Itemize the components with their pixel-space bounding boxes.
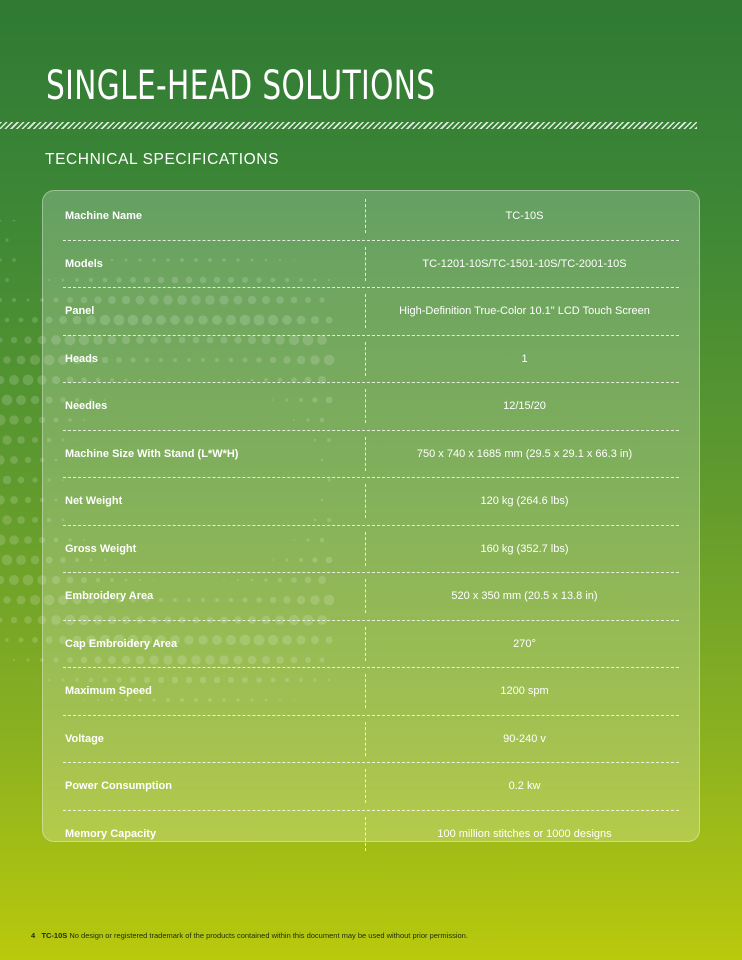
- halftone-dot: [0, 376, 4, 385]
- halftone-dot: [32, 317, 38, 323]
- halftone-dot: [32, 437, 38, 443]
- halftone-dot: [13, 220, 16, 222]
- spec-value: 12/15/20: [503, 400, 546, 413]
- halftone-dot: [3, 476, 12, 485]
- spec-row: [63, 763, 679, 811]
- halftone-dot: [30, 595, 40, 605]
- halftone-dot: [9, 575, 19, 585]
- spec-row: [63, 526, 679, 574]
- spec-label: Memory Capacity: [63, 817, 366, 851]
- spec-row: [63, 573, 679, 621]
- spec-label: Panel: [63, 294, 366, 328]
- spec-value: 100 million stitches or 1000 designs: [437, 827, 612, 840]
- halftone-dot: [30, 355, 40, 365]
- halftone-dot: [0, 455, 5, 465]
- halftone-dot: [9, 415, 18, 424]
- halftone-dot: [17, 596, 26, 605]
- spec-value: TC-10S: [505, 210, 544, 223]
- spec-value: 1200 spm: [500, 685, 549, 698]
- spec-label: Models: [63, 247, 366, 281]
- halftone-dot: [0, 576, 4, 585]
- spec-value: 520 x 350 mm (20.5 x 13.8 in): [451, 590, 598, 603]
- spec-label: Power Consumption: [63, 769, 366, 803]
- spec-row: [63, 811, 679, 858]
- spec-value: High-Definition True-Color 10.1" LCD Touch Screen: [399, 305, 650, 318]
- halftone-dot: [10, 496, 18, 504]
- spec-row: [63, 193, 679, 241]
- halftone-dot: [18, 477, 25, 484]
- page-number: 4: [31, 931, 36, 940]
- halftone-dot: [11, 617, 17, 623]
- halftone-dot: [12, 298, 16, 302]
- halftone-dot: [0, 495, 5, 505]
- halftone-dot: [19, 638, 24, 643]
- halftone-dot: [16, 395, 26, 405]
- spec-value: 120 kg (264.6 lbs): [480, 495, 569, 508]
- page-footer: [31, 931, 468, 940]
- halftone-dot: [26, 298, 29, 301]
- halftone-dot: [0, 337, 3, 342]
- halftone-dot: [32, 637, 38, 643]
- halftone-dot: [32, 517, 38, 523]
- halftone-dot: [9, 535, 18, 544]
- halftone-dot: [5, 318, 10, 323]
- halftone-dot: [32, 477, 37, 482]
- halftone-dot: [25, 457, 31, 463]
- spec-row: [63, 716, 679, 764]
- halftone-dot: [25, 497, 31, 503]
- spec-table: [42, 190, 700, 842]
- halftone-dot: [31, 396, 39, 404]
- halftone-dot: [13, 659, 15, 661]
- halftone-dot: [3, 596, 11, 604]
- halftone-dot: [17, 516, 25, 524]
- halftone-dot: [24, 616, 32, 624]
- halftone-dot: [0, 535, 5, 546]
- halftone-dot: [3, 356, 11, 364]
- halftone-dot: [0, 415, 5, 426]
- spec-row: [63, 383, 679, 431]
- halftone-dot: [2, 435, 11, 444]
- halftone-dot: [26, 658, 29, 661]
- spec-row: [63, 431, 679, 479]
- halftone-dot: [16, 555, 26, 565]
- halftone-dot: [2, 555, 13, 566]
- spec-label: Machine Name: [63, 199, 366, 233]
- halftone-dot: [23, 375, 34, 386]
- halftone-dot: [2, 515, 11, 524]
- halftone-dot: [17, 436, 25, 444]
- spec-row: [63, 668, 679, 716]
- spec-value: 270°: [513, 637, 536, 650]
- footer-model: TC-10S: [41, 931, 68, 940]
- halftone-dot: [24, 536, 32, 544]
- halftone-dot: [0, 258, 2, 262]
- spec-row: [63, 288, 679, 336]
- spec-label: Heads: [63, 342, 366, 376]
- halftone-dot: [19, 318, 24, 323]
- spec-label: Machine Size With Stand (L*W*H): [63, 437, 366, 471]
- spec-value: 90-240 v: [503, 732, 546, 745]
- spec-label: Needles: [63, 389, 366, 423]
- halftone-dot: [10, 456, 18, 464]
- halftone-dot: [2, 395, 13, 406]
- spec-row: [63, 621, 679, 669]
- spec-row: [63, 241, 679, 289]
- halftone-dot: [11, 337, 17, 343]
- halftone-dot: [0, 617, 3, 622]
- spec-label: Cap Embroidery Area: [63, 627, 366, 661]
- spec-label: Net Weight: [63, 484, 366, 518]
- halftone-dot: [0, 298, 2, 302]
- spec-label: Maximum Speed: [63, 674, 366, 708]
- page-title: SINGLE-HEAD SOLUTIONS: [46, 63, 436, 109]
- halftone-dot: [5, 278, 9, 282]
- halftone-dot: [24, 416, 32, 424]
- spec-row: [63, 336, 679, 384]
- halftone-dot: [9, 375, 19, 385]
- spec-row: [63, 478, 679, 526]
- spec-label: Voltage: [63, 722, 366, 756]
- spec-label: Gross Weight: [63, 532, 366, 566]
- spec-value: 1: [521, 352, 528, 365]
- halftone-dot: [0, 220, 2, 222]
- halftone-dot: [17, 356, 26, 365]
- halftone-dot: [5, 238, 8, 241]
- spec-label: Embroidery Area: [63, 579, 366, 613]
- halftone-dot: [23, 575, 34, 586]
- halftone-dot: [5, 638, 9, 642]
- halftone-dot: [34, 679, 35, 680]
- section-heading: TECHNICAL SPECIFICATIONS: [45, 151, 280, 168]
- halftone-dot: [12, 258, 16, 262]
- spec-value: 160 kg (352.7 lbs): [480, 542, 569, 555]
- footer-notice: No design or registered trademark of the products contained within this document may be used without prior permission.: [69, 931, 468, 940]
- halftone-dot: [31, 556, 39, 564]
- spec-value: 750 x 740 x 1685 mm (29.5 x 29.1 x 66.3 in): [416, 447, 633, 460]
- halftone-dot: [34, 279, 35, 280]
- spec-value: 0.2 kw: [508, 780, 541, 793]
- hatched-divider: [0, 122, 697, 129]
- halftone-dot: [24, 336, 32, 344]
- spec-value: TC-1201-10S/TC-1501-10S/TC-2001-10S: [422, 257, 627, 270]
